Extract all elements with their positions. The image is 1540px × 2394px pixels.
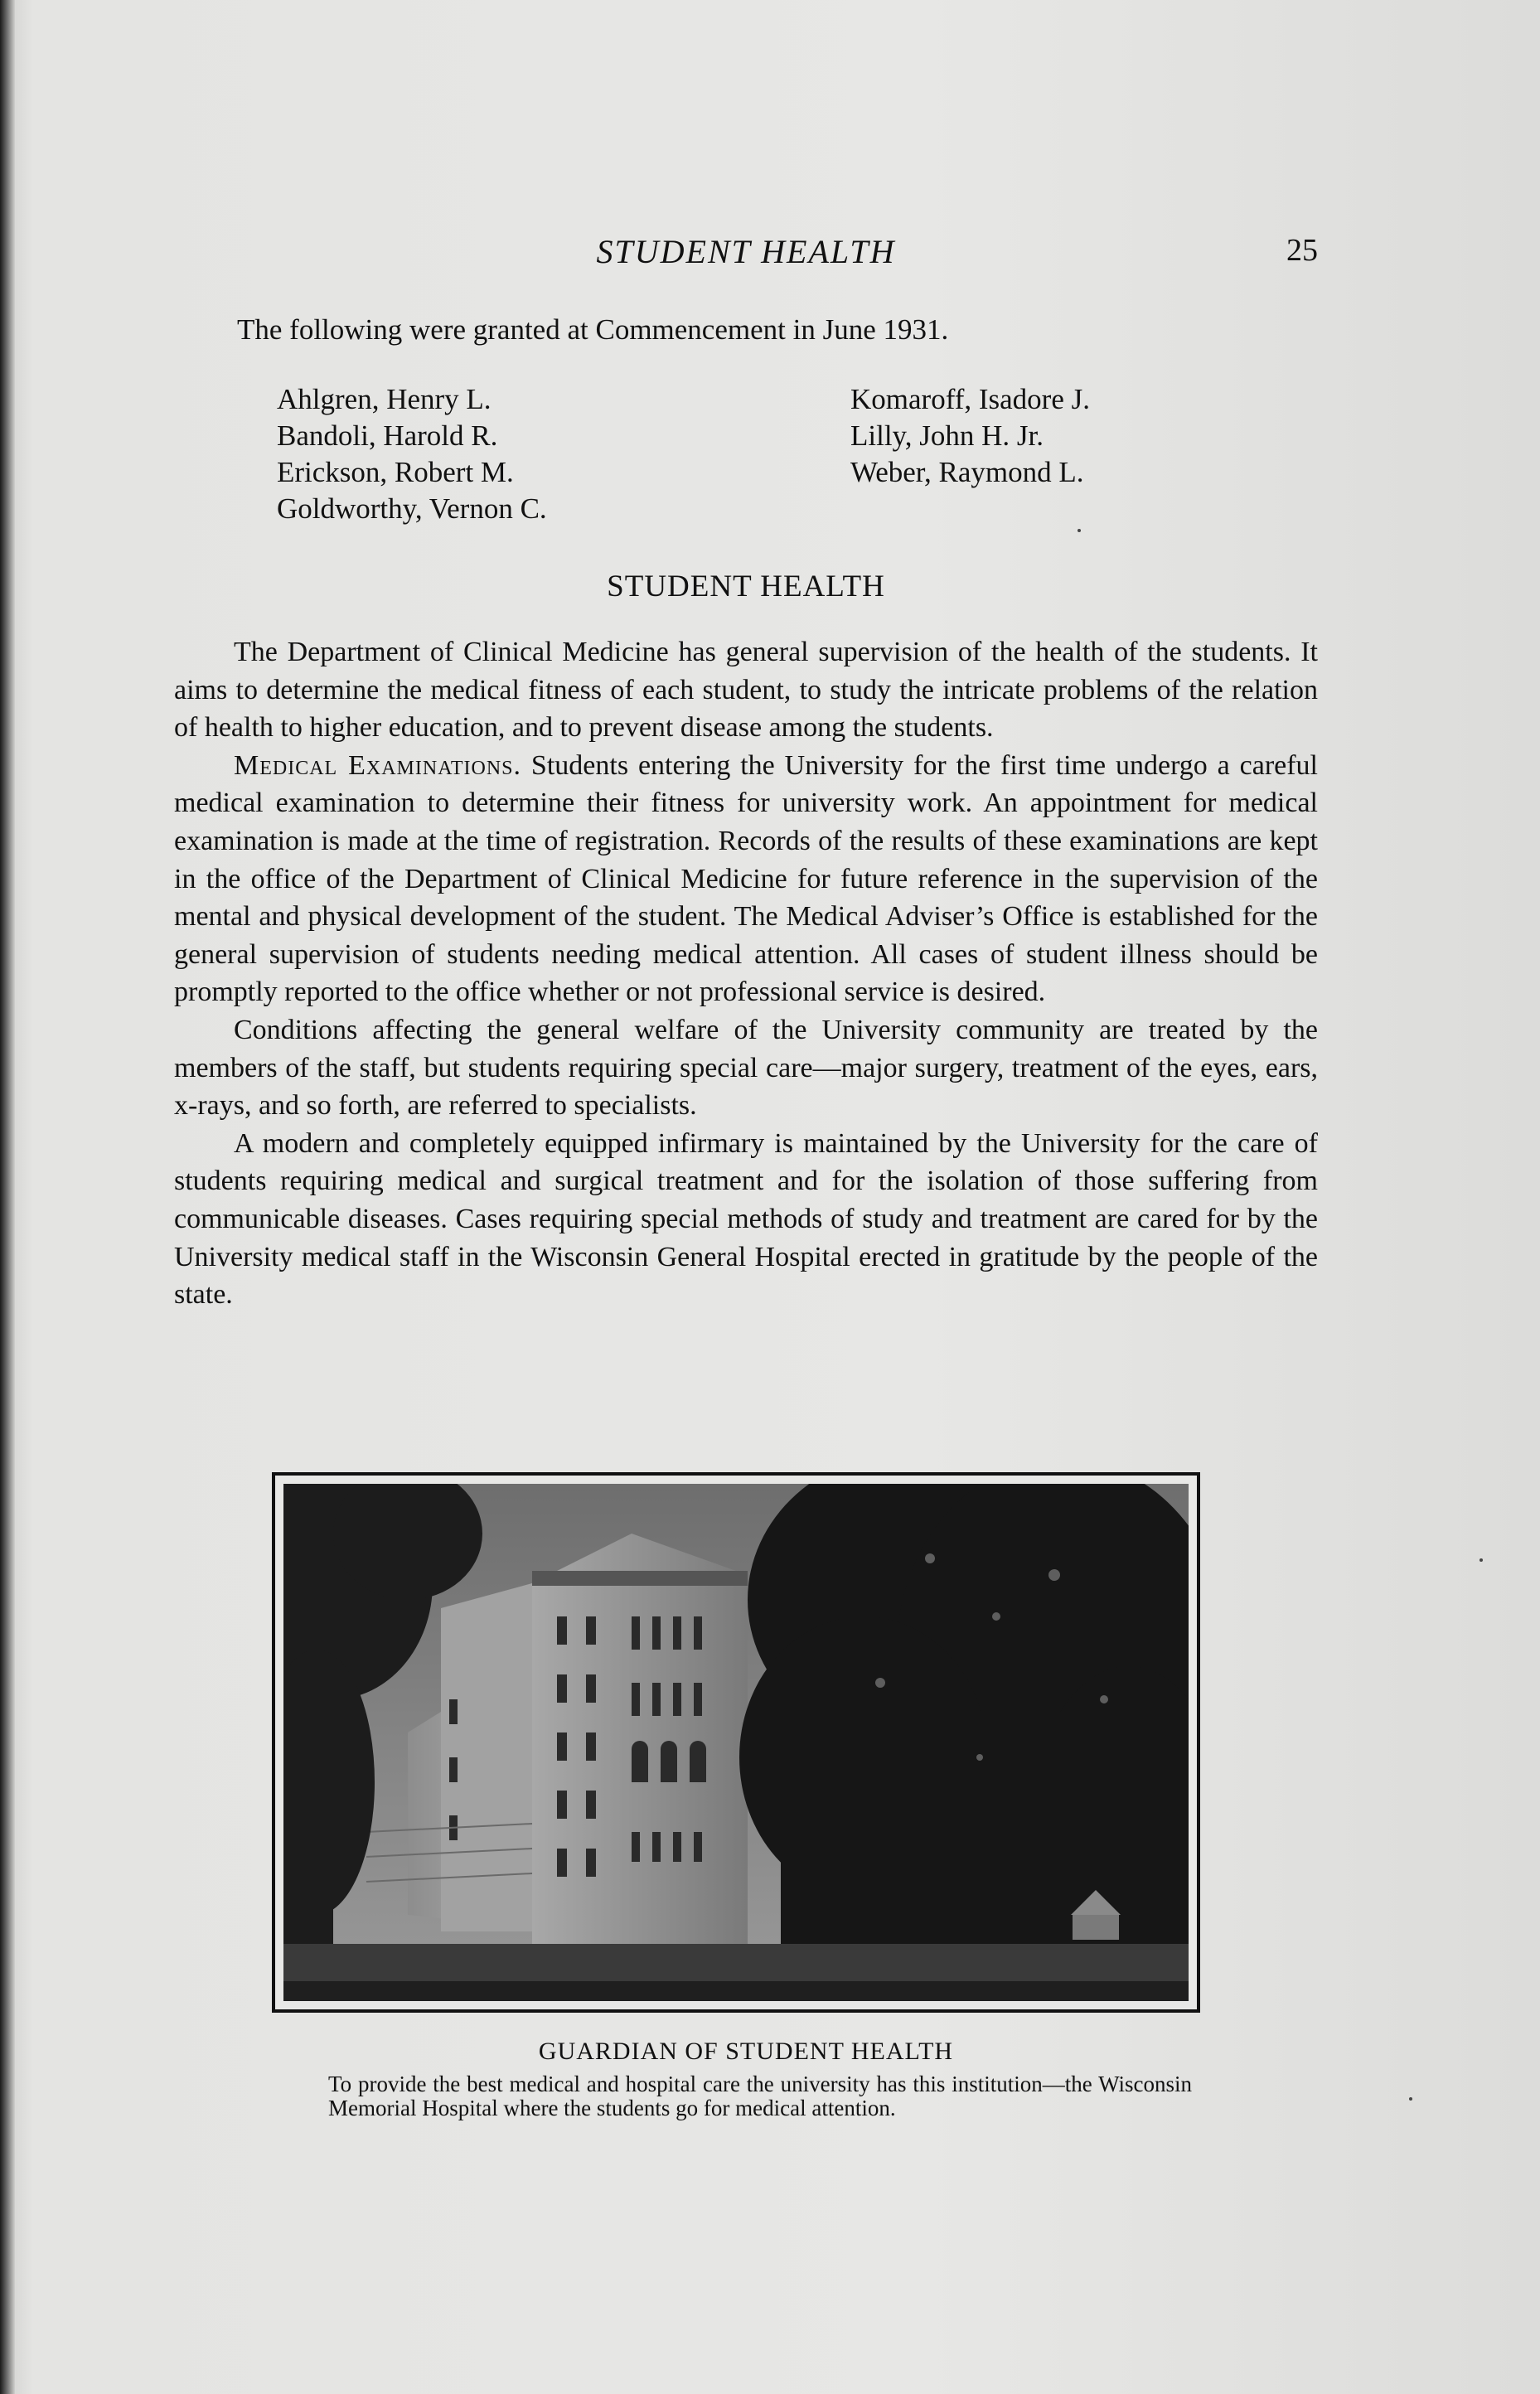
graduate-name: Komaroff, Isadore J.: [850, 383, 1090, 415]
hospital-photo-image: [283, 1484, 1189, 2001]
run-in-heading: Medical Examinations.: [234, 749, 522, 781]
figure-caption-text: To provide the best medical and hospital care the university has this institution—the Wisconsin Memorial Hospital where the students go for medical attention.: [328, 2072, 1192, 2120]
running-title: STUDENT HEALTH: [596, 233, 896, 270]
graduates-intro: The following were granted at Commencement in June 1931.: [237, 313, 949, 346]
graduate-name: Erickson, Robert M.: [277, 456, 514, 488]
print-speck: [1409, 2097, 1412, 2101]
figure-caption-title: GUARDIAN OF STUDENT HEALTH: [538, 2038, 954, 2065]
print-speck: [1078, 529, 1081, 532]
section-body: [174, 633, 1318, 1314]
print-speck: [1479, 1558, 1483, 1562]
paragraph-infirmary: A modern and completely equipped infirmary is maintained by the University for the care of students requiring medical and surgical treatment and for the isolation of those suffering from communicable diseases. Cases requiring special methods of study and treatment are cared for by the University medical staff in the Wisconsin General Hospital erected in gratitude by the people of the state.: [174, 1127, 1318, 1311]
graduate-name: Weber, Raymond L.: [850, 456, 1084, 488]
section-title: STUDENT HEALTH: [607, 569, 885, 603]
paragraph-general-welfare: Conditions affecting the general welfare of the University community are treated by the members of the staff, but students requiring special care—major surgery, treatment of the eyes, ears, x-rays, and so forth, are referred to specialists.: [174, 1014, 1318, 1122]
running-head: [174, 232, 1318, 282]
page-number: 25: [1286, 233, 1318, 268]
graduate-name: Lilly, John H. Jr.: [850, 419, 1044, 452]
graduates-left-column: [277, 381, 547, 527]
hospital-photograph: [272, 1472, 1200, 2013]
paragraph-text: Students entering the University for the first time undergo a careful medical examination to determine their fitness for university work. An appointment for medical examination is made at the time of registration. Records of the results of these examinations are kept in the office of the Department of Clinical Medicine for future reference in the supervision of the mental and physical development of the student. The Medical Adviser’s Office is established for the general supervision of students needing medical attention. All cases of student illness should be promptly reported to the office whether or not professional service is desired.: [174, 749, 1318, 1008]
graduates-right-column: [850, 381, 1090, 491]
paragraph-supervision: The Department of Clinical Medicine has general supervision of the health of the students. It aims to determine the medical fitness of each student, to study the intricate problems of the relation of health to higher education, and to prevent disease among the students.: [174, 637, 1318, 744]
binding-edge: [0, 0, 15, 2394]
graduate-name: Ahlgren, Henry L.: [277, 383, 492, 415]
paragraph-medical-examinations: [174, 747, 1318, 1011]
graduate-name: Bandoli, Harold R.: [277, 419, 498, 452]
graduate-name: Goldworthy, Vernon C.: [277, 492, 547, 525]
